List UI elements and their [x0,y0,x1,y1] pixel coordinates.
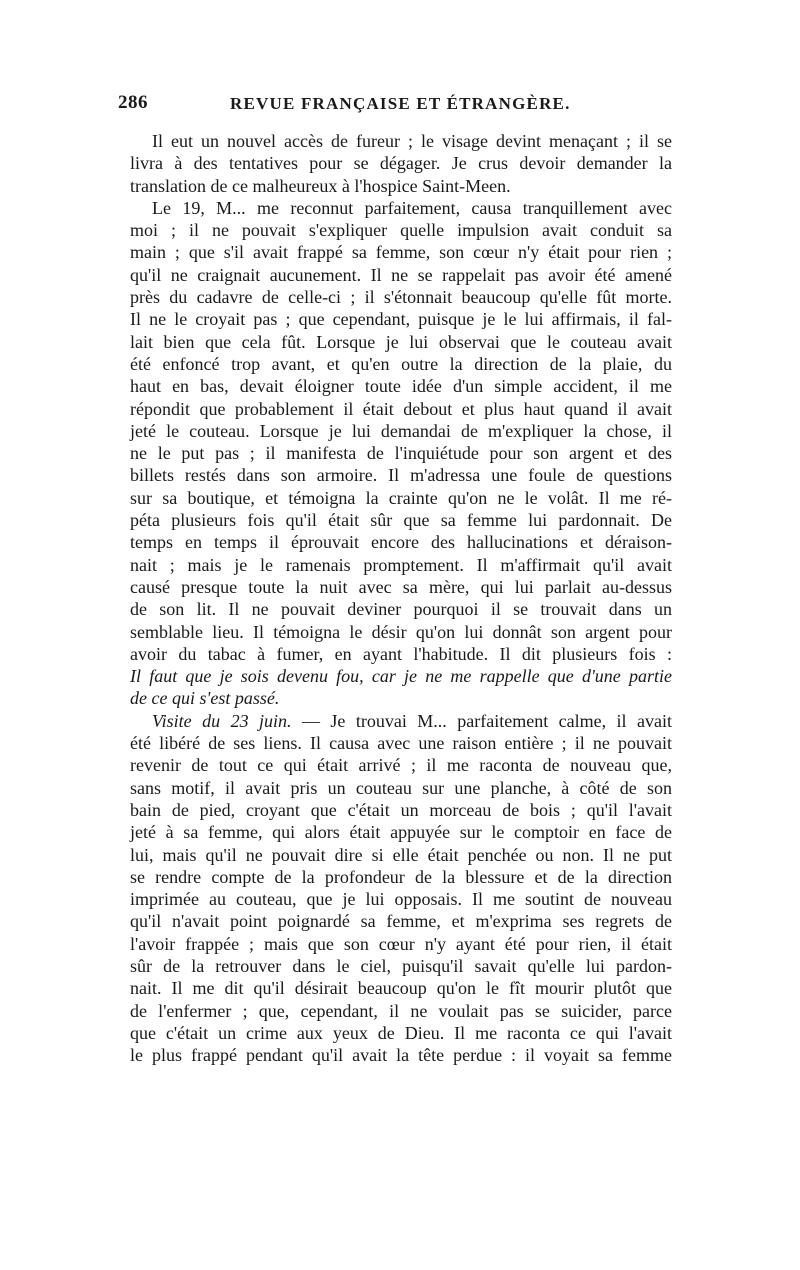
text-line: se rendre compte de la profondeur de la blessure et de la direction [130,866,672,887]
text-line: ne le put pas ; il manifesta de l'inquiétude pour son argent et des [130,443,672,464]
text-line: l'avoir frappée ; mais que son cœur n'y ayant été pour rien, il était [130,933,672,954]
text-line: près du cadavre de celle-ci ; il s'étonnait beaucoup qu'elle fût morte. [130,287,672,308]
text-line: le plus frappé pendant qu'il avait la tête perdue : il voyait sa femme [130,1045,672,1066]
visit-text: — Je trouvai M... parfaitement calme, il avait [291,710,672,731]
text-line: avoir du tabac à fumer, en ayant l'habitude. Il dit plusieurs fois : [130,643,672,664]
text-line: nait. Il me dit qu'il désirait beaucoup qu'on le fît mourir plutôt que [130,978,672,999]
text-line: bain de pied, croyant que c'était un morceau de bois ; qu'il l'avait [130,799,672,820]
text-line: imprimée au couteau, que je lui opposais. Il me soutint de nouveau [130,889,672,910]
body-text [130,130,672,1066]
text-line: livra à des tentatives pour se dégager. Je crus devoir demander la [130,153,672,174]
text-line: jeté le couteau. Lorsque je lui demandai de m'expliquer la chose, il [130,420,672,441]
text-line: sur sa boutique, et témoigna la crainte qu'on ne le volât. Il me ré- [130,487,672,508]
page-number: 286 [118,92,148,113]
italic-quote-line: de ce qui s'est passé. [130,688,280,709]
text-line: été enfoncé trop avant, et qu'en outre la direction de la plaie, du [130,353,672,374]
text-line: revenir de tout ce qui était arrivé ; il me raconta de nouveau que, [130,755,672,776]
italic-quote-line: Il faut que je sois devenu fou, car je ne me rappelle que d'une partie [130,666,672,687]
text-line: billets restés dans son armoire. Il m'adressa une foule de questions [130,465,672,486]
text-line: de son lit. Il ne pouvait deviner pourquoi il se trouvait dans un [130,599,672,620]
text-line: répondit que probablement il était debout et plus haut quand il avait [130,398,672,419]
text-line: causé presque toute la nuit avec sa mère, qui lui parlait au-dessus [130,576,672,597]
visit-label: Visite du [152,710,221,731]
page-header [118,92,678,122]
text-line: moi ; il ne pouvait s'expliquer quelle impulsion avait conduit sa [130,220,672,241]
text-line: nait ; mais je le ramenais promptement. Il m'affirmait qu'il avait [130,554,672,575]
text-line: sans motif, il avait pris un couteau sur une planche, à côté de son [130,777,672,798]
text-line: que c'était un crime aux yeux de Dieu. Il me raconta ce qui l'avait [130,1022,672,1043]
text-line: Le 19, M... me reconnut parfaitement, causa tranquillement avec [152,197,672,218]
text-line: qu'il ne craignait aucunement. Il ne se rappelait pas avoir été amené [130,264,672,285]
running-title: REVUE FRANÇAISE ET ÉTRANGÈRE. [230,94,571,113]
text-line: de l'enfermer ; que, cependant, il ne voulait pas se suicider, parce [130,1000,672,1021]
visit-heading-line [130,710,672,732]
text-line: main ; que s'il avait frappé sa femme, son cœur n'y était pour rien ; [130,242,672,263]
text-line: Il ne le croyait pas ; que cependant, puisque je le lui affirmais, il fal- [130,309,672,330]
text-line: temps en temps il éprouvait encore des hallucinations et déraison- [130,532,672,553]
text-line: sûr de la retrouver dans le ciel, puisqu'il savait qu'elle lui pardon- [130,955,672,976]
text-line: lui, mais qu'il ne pouvait dire si elle était penchée ou non. Il ne put [130,844,672,865]
text-line: Il eut un nouvel accès de fureur ; le visage devint menaçant ; il se [152,131,672,151]
visit-date: 23 juin. [230,710,292,731]
text-line: lait bien que cela fût. Lorsque je lui observai que le couteau avait [130,331,672,352]
text-line: semblable lieu. Il témoigna le désir qu'on lui donnât son argent pour [130,621,672,642]
text-line: translation de ce malheureux à l'hospice Saint-Meen. [130,175,511,196]
text-line: qu'il n'avait point poignardé sa femme, et m'exprima ses regrets de [130,911,672,932]
text-line: été libéré de ses liens. Il causa avec une raison entière ; il ne pouvait [130,733,672,754]
text-line: haut en bas, devait éloigner toute idée d'un simple accident, il me [130,376,672,397]
text-line: péta plusieurs fois qu'il était sûr que sa femme lui pardonnait. De [130,510,672,531]
text-line: jeté à sa femme, qui alors était appuyée sur le comptoir en face de [130,822,672,843]
